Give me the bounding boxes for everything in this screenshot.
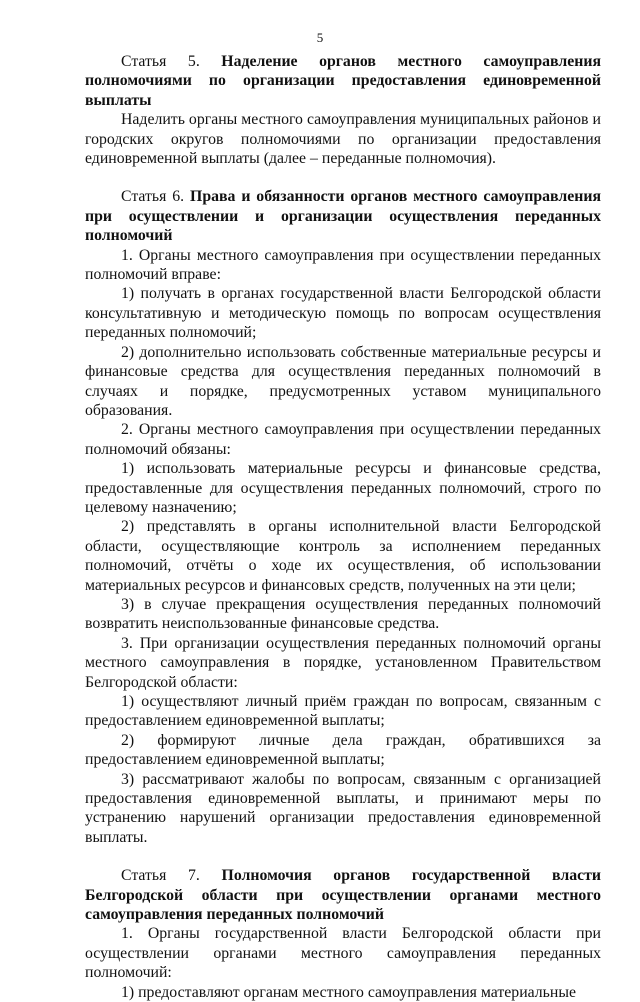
article-6-heading xyxy=(85,187,601,245)
article-7-label: Статья 7. xyxy=(121,867,200,885)
article-6-paragraph: 2) представлять в органы исполнительной власти Белгородской области, осуществляющие контроль за исполнением переданных полномочий, отчёты о ходе их осуществления, об использовании материальных ресурсов и финансовых средств, полученных на эти цели; xyxy=(85,518,601,594)
article-6-paragraph: 3. При организации осуществления переданных полномочий органы местного самоуправления в порядке, установленном Правительством Белгородской области: xyxy=(85,634,601,691)
document-body xyxy=(85,52,601,1002)
article-7-title: Полномочия органов государственной власти Белгородской области при осуществлении органами местного самоуправления переданных полномочий xyxy=(85,867,601,924)
page-number: 5 xyxy=(316,30,324,45)
article-6-paragraph: 1) осуществляют личный приём граждан по вопросам, связанным с предоставлением единовременной выплаты; xyxy=(85,693,601,730)
article-6-title: Права и обязанности органов местного самоуправления при осуществлении и организации осуществления переданных полномочий xyxy=(85,188,602,245)
article-5-paragraph: Наделить органы местного самоуправления муниципальных районов и городских округов полномочиями по организации предоставления единовременной выплаты (далее – переданные полномочия). xyxy=(85,111,601,168)
article-6-paragraph: 2. Органы местного самоуправления при осуществлении переданных полномочий обязаны: xyxy=(85,421,601,458)
article-6-paragraph: 1) использовать материальные ресурсы и финансовые средства, предоставленные для осуществления переданных полномочий, строго по целевому назначению; xyxy=(85,460,601,516)
article-6-paragraph: 3) рассматривают жалобы по вопросам, связанным с организацией предоставления единовременной выплаты, и принимают меры по устранению нарушений организации предоставления единовременной выплаты. xyxy=(85,770,601,846)
article-7-paragraph: 1) предоставляют органам местного самоуправления материальные xyxy=(121,983,576,1001)
article-7-paragraph: 1. Органы государственной власти Белгородской области при осуществлении органами местного самоуправления переданных полномочий: xyxy=(85,925,601,982)
article-6-paragraph: 2) дополнительно использовать собственные материальные ресурсы и финансовые средства для осуществления переданных полномочий в случаях и порядке, предусмотренных уставом муниципального образования. xyxy=(85,343,601,419)
article-6-paragraph: 1. Органы местного самоуправления при осуществлении переданных полномочий вправе: xyxy=(85,246,601,284)
article-7-heading xyxy=(85,866,601,924)
article-6-label: Статья 6. xyxy=(121,188,185,206)
article-5-title: Наделение органов местного самоуправления полномочиями по организации предоставления единовременной выплаты xyxy=(85,53,601,109)
article-5-label: Статья 5. xyxy=(121,53,200,70)
article-5-heading xyxy=(85,52,601,110)
article-6-paragraph: 1) получать в органах государственной власти Белгородской области консультативную и методическую помощь по вопросам осуществления переданных полномочий; xyxy=(85,285,601,342)
article-6-paragraph: 3) в случае прекращения осуществления переданных полномочий возвратить неиспользованные финансовые средства. xyxy=(85,595,601,633)
article-6-paragraph: 2) формируют личные дела граждан, обратившихся за предоставлением единовременной выплаты; xyxy=(85,731,601,769)
